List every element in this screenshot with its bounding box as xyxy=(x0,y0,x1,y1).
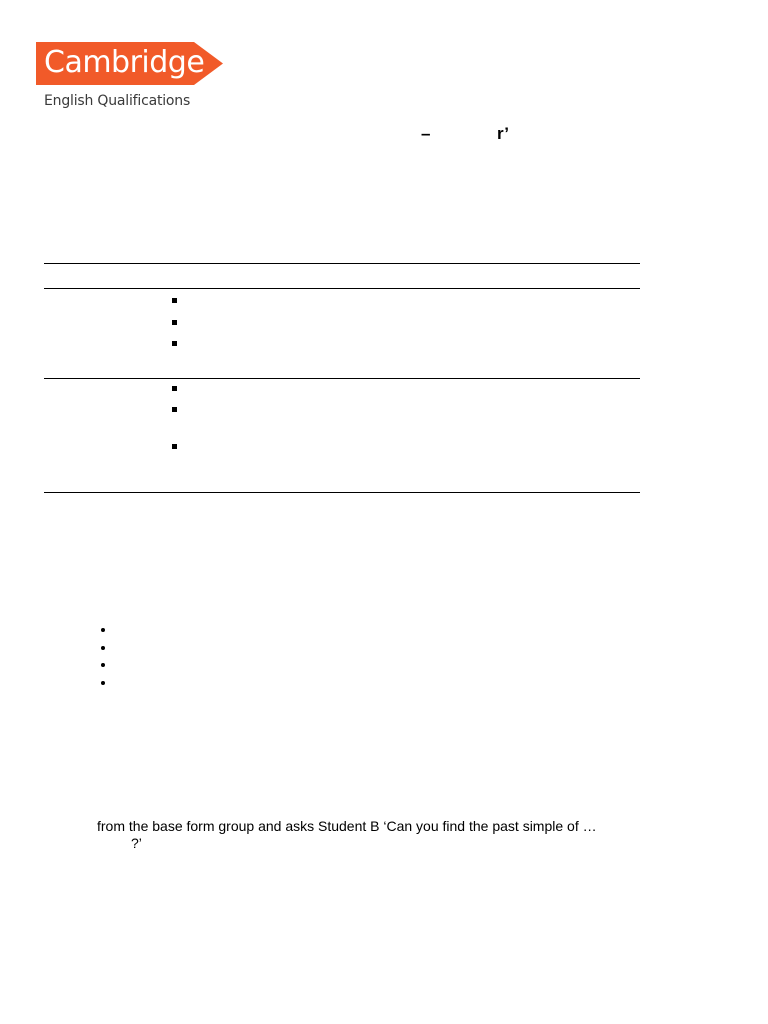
table-bullet xyxy=(172,407,177,412)
logo-subtitle: English Qualifications xyxy=(44,93,191,109)
body-text-line-1: from the base form group and asks Student B ‘Can you find the past simple of … xyxy=(97,818,597,834)
table-bullet xyxy=(172,341,177,346)
table-bullet xyxy=(172,444,177,449)
table-bullet xyxy=(172,320,177,325)
list-bullet xyxy=(101,663,105,667)
table-rule-header xyxy=(44,288,640,289)
body-text-line-2: ?’ xyxy=(131,835,142,851)
table-bullet xyxy=(172,386,177,391)
table-rule-top xyxy=(44,263,640,264)
title-fragment: r’ xyxy=(497,124,509,143)
table-bullet xyxy=(172,298,177,303)
table-rule-row-1 xyxy=(44,378,640,379)
table-rule-bottom xyxy=(44,492,640,493)
title-dash: – xyxy=(421,124,431,143)
list-bullet xyxy=(101,628,105,632)
list-bullet xyxy=(101,681,105,685)
list-bullet xyxy=(101,646,105,650)
logo-wordmark: Cambridge xyxy=(44,45,205,80)
